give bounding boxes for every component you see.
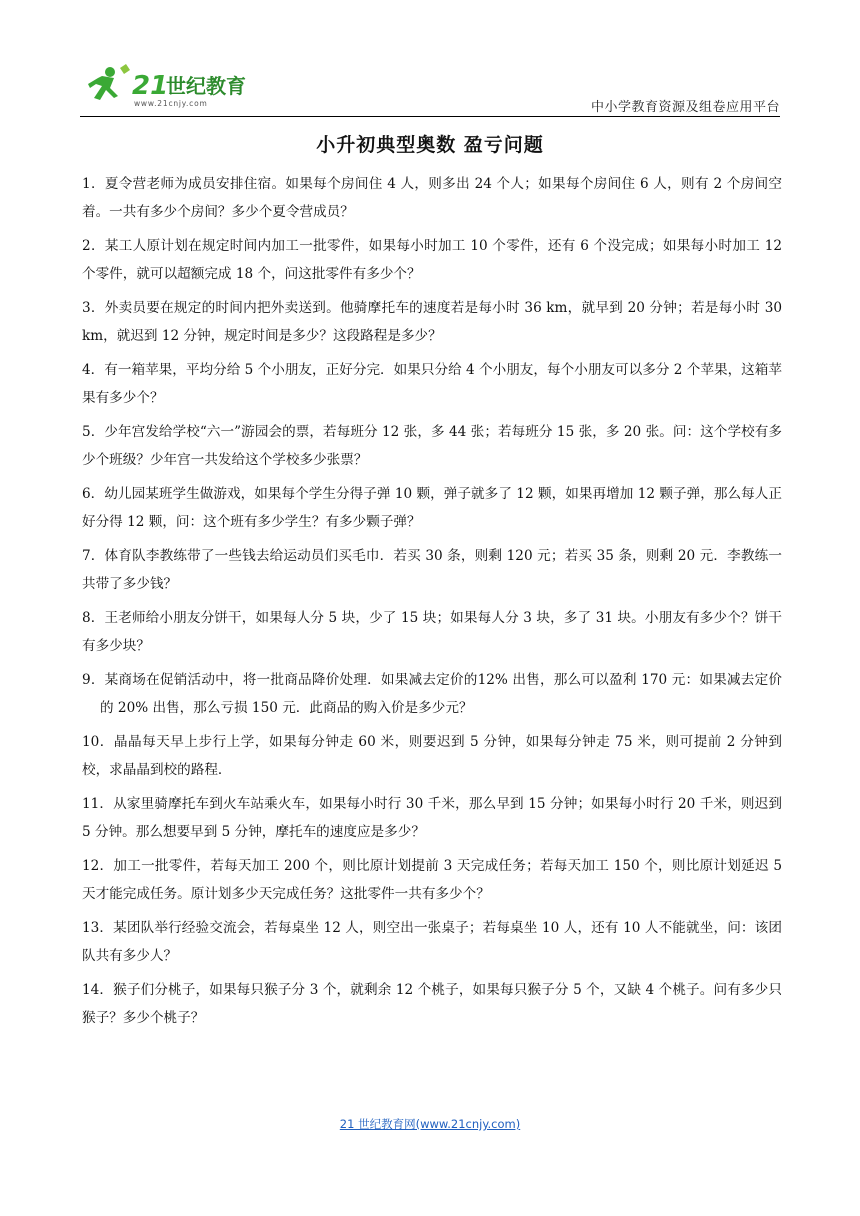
problem-item: 8．王老师给小朋友分饼干，如果每人分 5 块，少了 15 块；如果每人分 3 块，多了 31 块。小朋友有多少个？饼干有多少块？ <box>82 610 782 654</box>
problem-item: 14．猴子们分桃子，如果每只猴子分 3 个，就剩余 12 个桃子，如果每只猴子分 5 个，又缺 4 个桃子。问有多少只猴子？多少个桃子？ <box>82 982 782 1026</box>
problem-item: 11．从家里骑摩托车到火车站乘火车，如果每小时行 30 千米，那么早到 15 分钟；如果每小时行 20 千米，则迟到 5 分钟。那么想要早到 5 分钟，摩托车的速度应是多少？ <box>82 796 782 840</box>
page-footer <box>0 1113 860 1132</box>
logo-number: 21 <box>132 71 169 101</box>
logo-site: www.21cnjy.com <box>134 99 208 108</box>
problem-item: 9．某商场在促销活动中，将一批商品降价处理．如果减去定价的12% 出售，那么可以盈利 170 元：如果减去定价的 20% 出售，那么亏损 150 元．此商品的购入价是多少元？ <box>82 672 782 716</box>
header-divider <box>80 116 780 117</box>
footer-link[interactable]: 21 世纪教育网(www.21cnjy.com) <box>339 1117 521 1131</box>
problem-item: 12．加工一批零件，若每天加工 200 个，则比原计划提前 3 天完成任务；若每天加工 150 个，则比原计划延迟 5 天才能完成任务。原计划多少天完成任务？这批零件一共有多少个？ <box>82 858 782 902</box>
page-title: 小升初典型奥数 盈亏问题 <box>316 134 544 156</box>
platform-label: 中小学教育资源及组卷应用平台 <box>590 100 780 115</box>
problem-item: 5．少年宫发给学校“六一”游园会的票，若每班分 12 张，多 44 张；若每班分 15 张，多 20 张。问：这个学校有多少个班级？少年宫一共发给这个学校多少张票？ <box>82 424 782 468</box>
problem-item: 4．有一箱苹果，平均分给 5 个小朋友，正好分完．如果只分给 4 个小朋友，每个小朋友可以多分 2 个苹果，这箱苹果有多少个？ <box>82 362 782 406</box>
runner-icon <box>88 64 130 100</box>
logo-text: 世纪教育 <box>166 74 246 98</box>
problem-item: 10．晶晶每天早上步行上学，如果每分钟走 60 米，则要迟到 5 分钟，如果每分钟走 75 米，则可提前 2 分钟到校，求晶晶到校的路程． <box>82 734 782 778</box>
problem-item: 3．外卖员要在规定的时间内把外卖送到。他骑摩托车的速度若是每小时 36 km，就早到 20 分钟；若是每小时 30 km，就迟到 12 分钟，规定时间是多少？这段路程是多少？ <box>82 300 782 344</box>
problem-item: 6．幼儿园某班学生做游戏，如果每个学生分得子弹 10 颗，弹子就多了 12 颗，如果再增加 12 颗子弹，那么每人正好分得 12 颗，问：这个班有多少学生？有多少颗子弹？ <box>82 486 782 530</box>
page-header <box>80 62 780 118</box>
problem-item: 7．体育队李教练带了一些钱去给运动员们买毛巾．若买 30 条，则剩 120 元；若买 35 条，则剩 20 元．李教练一共带了多少钱？ <box>82 548 782 592</box>
problem-item: 13．某团队举行经验交流会，若每桌坐 12 人，则空出一张桌子；若每桌坐 10 人，还有 10 人不能就坐，问：该团队共有多少人？ <box>82 920 782 964</box>
problem-item: 2．某工人原计划在规定时间内加工一批零件，如果每小时加工 10 个零件，还有 6 个没完成；如果每小时加工 12 个零件，就可以超额完成 18 个，问这批零件有多少个？ <box>82 238 782 282</box>
problem-item: 1．夏令营老师为成员安排住宿。如果每个房间住 4 人，则多出 24 个人；如果每个房间住 6 人，则有 2 个房间空着。一共有多少个房间？多少个夏令营成员？ <box>82 176 782 220</box>
logo-21cnjy <box>80 62 280 110</box>
problem-list <box>82 170 782 1038</box>
